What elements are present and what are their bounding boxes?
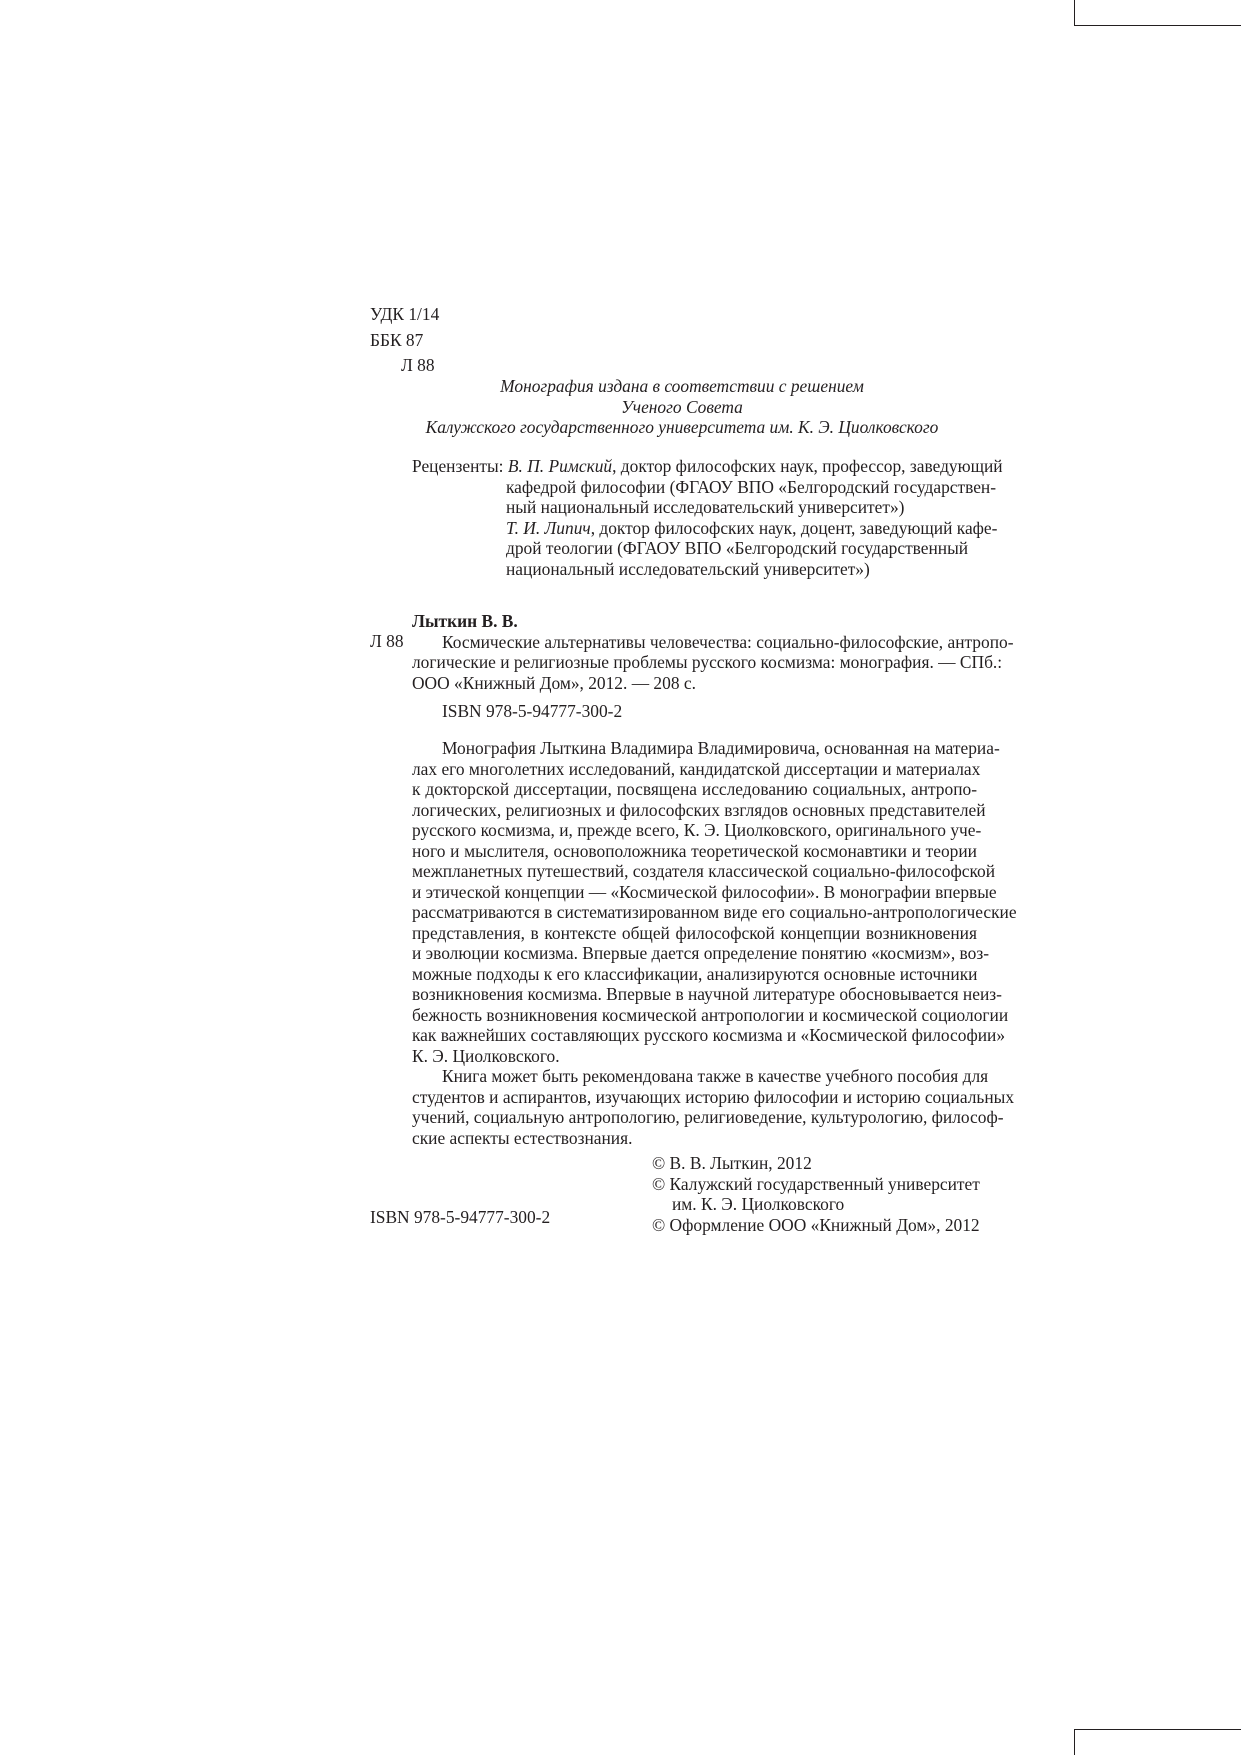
abstract-line: возникновения космизма. Впервые в научной литературе обосновывается неиз- xyxy=(412,984,1002,1004)
record-author: Лыткин В. В. xyxy=(412,611,518,631)
bibliographic-record xyxy=(412,611,1014,722)
abstract-line: лах его многолетних исследований, кандидатской диссертации и материалах xyxy=(412,758,981,779)
reviewer-first-line xyxy=(412,456,1003,477)
reviewer-line: ный национальный исследовательский университет») xyxy=(506,497,905,517)
abstract-line: и этической концепции — «Космической философии». В монографии впервые xyxy=(412,881,997,902)
abstract-line: логических, религиозных и философских взглядов основных представителей xyxy=(412,799,986,820)
crop-mark-top-vertical xyxy=(1074,0,1075,26)
reviewer-title: , доктор философских наук, доцент, заведующий кафе- xyxy=(590,517,998,538)
record-line: логические и религиозные проблемы русского космизма: монография. — СПб.: xyxy=(412,652,1003,672)
record-isbn: ISBN 978-5-94777-300-2 xyxy=(442,701,623,721)
copyright-line: © Калужский государственный университет xyxy=(652,1173,980,1194)
publication-note xyxy=(412,376,952,438)
crop-mark-bottom-vertical xyxy=(1074,1729,1075,1755)
abstract-paragraph-1 xyxy=(412,738,1017,1046)
reviewers-label: Рецензенты: xyxy=(412,456,504,476)
reviewer-line: кафедрой философии (ФГАОУ ВПО «Белгородский государствен- xyxy=(506,476,997,497)
publication-note-line: Монография издана в соответствии с решением xyxy=(500,376,864,396)
abstract-line: межпланетных путешествий, создателя классической социально-философской xyxy=(412,861,996,881)
reviewers-block xyxy=(412,456,1003,579)
abstract-line: можные подходы к его классификации, анализируются основные источники xyxy=(412,963,978,984)
author-mark: Л 88 xyxy=(401,355,435,375)
abstract-line: К. Э. Циолковского. xyxy=(412,1045,560,1066)
abstract-line: бежность возникновения космической антропологии и космической социологии xyxy=(412,1004,1009,1025)
abstract-line: русского космизма, и, прежде всего, К. Э. Циолковского, оригинального уче- xyxy=(412,820,982,840)
reviewer-name: В. П. Римский xyxy=(507,456,613,476)
record-line: ООО «Книжный Дом», 2012. — 208 с. xyxy=(412,672,696,693)
reviewer-line: национальный исследовательский университет») xyxy=(506,558,870,579)
abstract-line: студентов и аспирантов, изучающих историю философии и историю социальных xyxy=(412,1086,1015,1107)
record-mark: Л 88 xyxy=(370,631,404,651)
abstract-paragraph-2 xyxy=(412,1066,1015,1128)
abstract-line: как важнейших составляющих русского космизма и «Космической философии» xyxy=(412,1025,1006,1045)
abstract-line: к докторской диссертации, посвящена исследованию социальных, антропо- xyxy=(412,779,977,799)
reviewer-second-line xyxy=(506,517,998,539)
reviewer-name: Т. И. Липич xyxy=(506,517,591,538)
abstract-line: Книга может быть рекомендована также в качестве учебного пособия для xyxy=(442,1066,989,1086)
abstract-line: представления, в контексте общей философской концепции возникновения xyxy=(412,922,977,943)
record-line: Космические альтернативы человечества: социально-философские, антропо- xyxy=(442,631,1014,652)
abstract-line: Монография Лыткина Владимира Владимировича, основанная на материа- xyxy=(442,738,1000,758)
copyright-block xyxy=(652,1153,980,1235)
udk-code: УДК 1/14 xyxy=(370,304,440,324)
abstract-line: рассматриваются в систематизированном виде его социально-антропологические xyxy=(412,902,1017,922)
publication-note-line: Калужского государственного университета им. К. Э. Циолковского xyxy=(425,417,939,437)
copyright-line: им. К. Э. Циолковского xyxy=(672,1194,845,1214)
crop-mark-top-horizontal xyxy=(1074,25,1241,26)
abstract-line: ного и мыслителя, основоположника теоретической космонавтики и теории xyxy=(412,840,977,861)
abstract-line: учений, социальную антропологию, религиоведение, культурологию, философ- xyxy=(412,1107,1004,1127)
copyright-line: © Оформление ООО «Книжный Дом», 2012 xyxy=(652,1214,980,1235)
abstract xyxy=(412,738,1017,1148)
crop-mark-bottom-horizontal xyxy=(1074,1729,1241,1730)
footer-isbn: ISBN 978-5-94777-300-2 xyxy=(370,1207,551,1227)
abstract-line: ские аспекты естествознания. xyxy=(412,1127,633,1148)
classification-codes xyxy=(370,302,439,379)
publication-note-line: Ученого Совета xyxy=(621,396,743,417)
bbk-code: ББК 87 xyxy=(370,329,424,350)
reviewer-title: , доктор философских наук, профессор, заведующий xyxy=(612,456,1003,476)
copyright-line: © В. В. Лыткин, 2012 xyxy=(652,1153,812,1173)
reviewer-line: дрой теологии (ФГАОУ ВПО «Белгородский государственный xyxy=(506,538,969,558)
abstract-line: и эволюции космизма. Впервые дается определение понятию «космизм», воз- xyxy=(412,943,989,963)
